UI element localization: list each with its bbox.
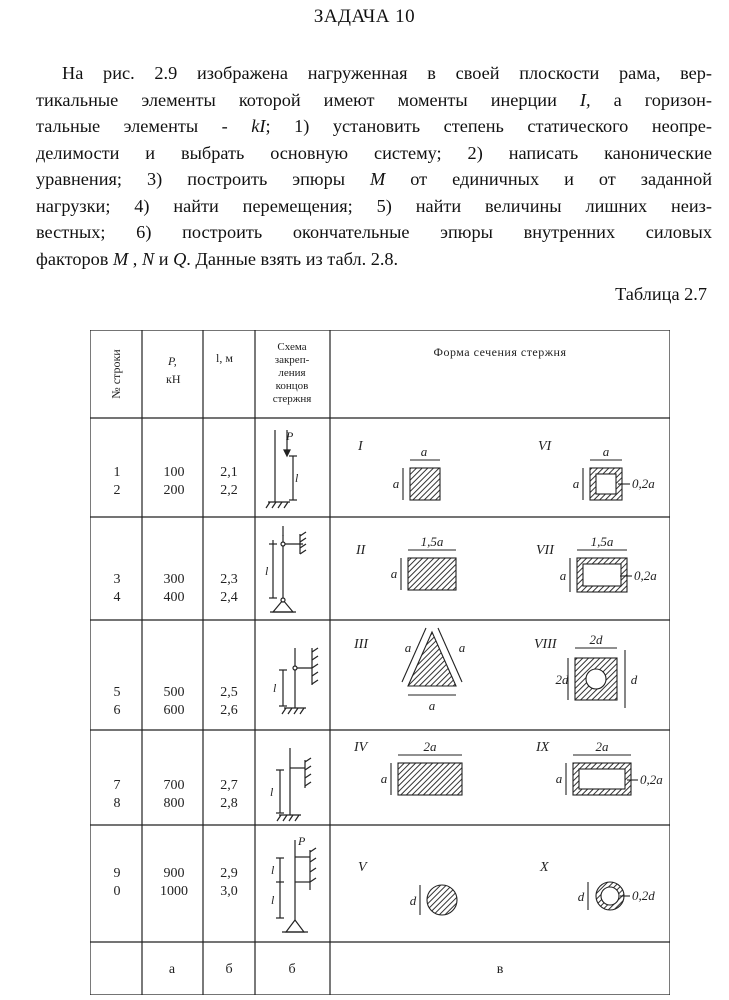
section-roman: III [354,637,368,652]
section-roman: IX [536,740,550,755]
table-svg [90,330,670,995]
section-roman: I [358,439,363,454]
svg-text:Схема: Схема [277,341,307,353]
header-row-no: № строки [109,349,123,399]
dim-label: d [409,893,417,908]
para-line: вестных; 6) построить окончательные эпюры внутренних силовых [36,222,712,242]
section-circle [427,885,457,915]
para-line: факторов M , N и Q. Данные взять из табл. 2.8. [36,248,399,269]
section-roman: X [540,860,549,875]
footer-cell: б [288,962,296,977]
dim-label: a [380,771,388,786]
svg-text:ления: ления [278,367,306,379]
section-roman: VI [538,439,552,454]
header-p-unit: кН [166,372,181,386]
scheme-length-label: l [273,681,277,695]
row-p: 700 [163,778,185,793]
task-title: ЗАДАЧА 10 [313,6,416,27]
row-no: 0 [113,884,121,899]
row-no: 5 [113,685,121,700]
table-figure [90,330,670,1000]
scheme-fixed-guided [279,648,318,714]
dim-label: a [602,444,610,459]
row-l: 2,9 [220,866,238,881]
row-no: 6 [113,703,121,718]
para-line: нагрузки; 4) найти перемещения; 5) найти величины лишних неиз- [36,195,712,216]
scheme-length-label: l [271,893,275,907]
scheme-load-label: P [286,429,294,443]
row-p: 100 [163,465,185,480]
dim-label: 0,2d [632,888,655,903]
dim-label: a [404,640,412,655]
row-no: 2 [113,483,121,498]
row-l: 2,1 [220,465,238,480]
header-p: P, [168,354,177,368]
row-no: 8 [113,796,121,811]
dim-label: a [572,476,580,491]
scheme-length-label: l [270,785,274,799]
header-section-form: Форма сечения стержня [433,345,567,359]
svg-text:стержня: стержня [272,393,312,405]
dim-label: 1,5a [590,534,614,549]
row-p: 1000 [160,884,188,899]
scheme-two-span [276,840,316,932]
section-rectangle [408,558,456,590]
row-no: 3 [113,572,121,587]
table-caption: Таблица 2.7 [615,284,707,304]
dim-label: 2d [589,632,603,647]
section-roman: IV [354,740,368,755]
section-roman: VII [536,543,554,558]
dim-label: a [390,566,398,581]
dim-label: 0,2a [640,772,663,787]
dim-label: a [420,444,428,459]
dim-label: 2d [555,672,569,687]
para-line: уравнения; 3) построить эпюры M от единичных и от заданной [36,169,712,189]
dim-label: a [458,640,466,655]
svg-text:концов: концов [275,380,309,392]
task-paragraph [36,60,712,272]
section-triangle [408,632,456,686]
svg-text:закреп-: закреп- [274,354,310,366]
row-p: 900 [163,866,185,881]
section-romans [353,439,558,875]
dim-label: a [392,476,400,491]
scheme-pinned-guided [269,526,306,612]
row-l: 2,8 [220,796,238,811]
row-p: 200 [163,483,185,498]
row-no: 7 [113,778,121,793]
para-line: делимости и выбрать основную систему; 2) написать канонические [36,142,712,163]
row-l: 2,3 [220,572,238,587]
section-wide-rectangle [398,763,462,795]
row-p: 600 [163,703,185,718]
dim-label: d [577,889,585,904]
dim-label: 0,2a [632,476,655,491]
header-l: l, м [216,351,233,365]
footer-cell: б [225,962,233,977]
para-line: На рис. 2.9 изображена нагруженная в своей плоскости рама, вер- [62,63,712,83]
row-p: 800 [163,796,185,811]
dim-label: 1,5a [420,534,444,549]
row-l: 2,4 [220,590,238,605]
footer-cell: а [168,962,176,977]
row-l: 2,7 [220,778,238,793]
scheme-length-label: l [295,471,299,485]
scheme-fixed-sliding [276,748,311,821]
para-line: тальные элементы - kI; 1) установить степень статического неопре- [36,116,712,136]
scheme-length-label: l [265,564,269,578]
row-l: 2,5 [220,685,238,700]
scheme-load-label: P [298,834,306,848]
header-scheme [273,341,312,405]
dim-label: 2a [423,739,437,754]
row-no: 1 [113,465,121,480]
row-no: 4 [113,590,121,605]
dim-label: 2a [595,739,609,754]
row-p: 400 [163,590,185,605]
row-p: 300 [163,572,185,587]
para-line: тикальные элементы которой имеют моменты инерции I, а горизон- [36,89,712,110]
footer-cell: в [496,962,504,977]
dim-label: a [555,771,563,786]
dim-label: a [559,568,567,583]
table-footer [169,962,504,977]
section-roman: V [358,860,367,875]
row-l: 3,0 [220,884,238,899]
section-roman: II [356,543,366,558]
section-square [410,468,440,500]
dim-label: a [428,698,436,713]
section-roman: VIII [534,637,557,652]
scheme-length-label: l [271,863,275,877]
row-p: 500 [163,685,185,700]
dim-label: 0,2a [634,568,657,583]
dim-label: d [630,672,638,687]
row-no: 9 [113,866,121,881]
row-l: 2,2 [220,483,238,498]
data-cells [114,465,238,899]
row-l: 2,6 [220,703,238,718]
section-shapes [391,460,638,915]
